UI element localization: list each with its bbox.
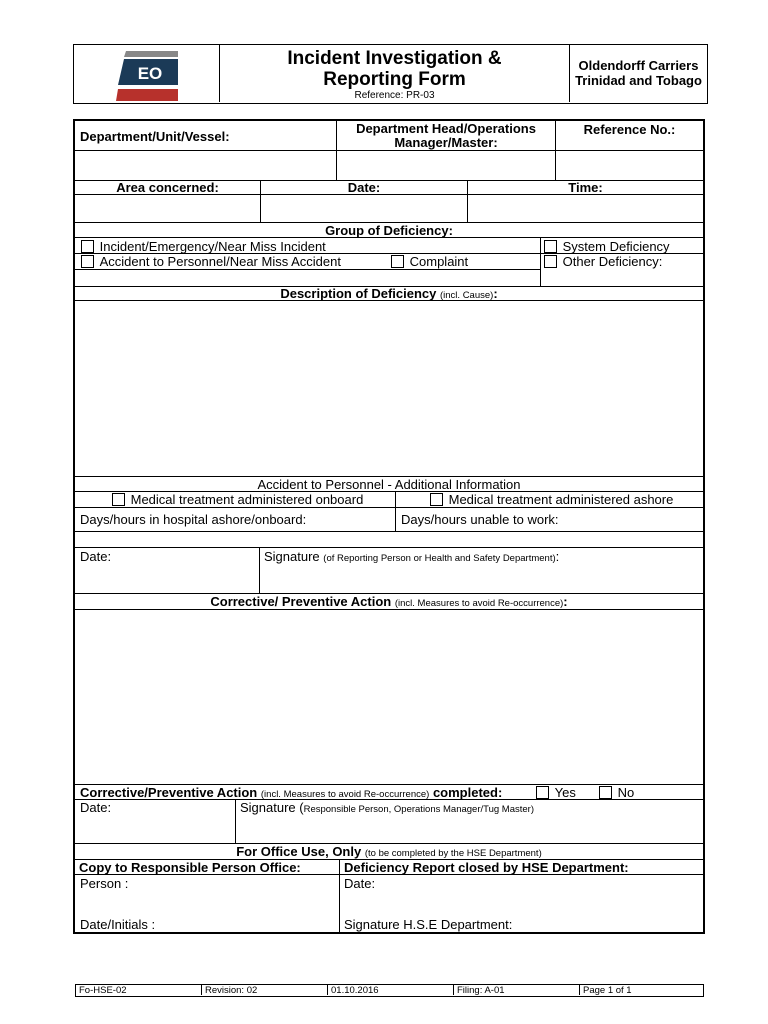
footer [75, 984, 704, 997]
footer-form: Fo-HSE-02 [79, 985, 127, 996]
report-date-label: Date: [80, 549, 112, 564]
completed-no-label: No [617, 785, 635, 800]
incident-option[interactable] [81, 239, 326, 254]
accident-checkbox[interactable] [81, 255, 94, 268]
corrective-signature-word: Signature ( [240, 800, 304, 815]
footer-form-cell [76, 985, 202, 995]
date-initials-label: Date/Initials : [80, 917, 156, 932]
accident-label: Accident to Personnel/Near Miss Accident [99, 254, 341, 269]
complaint-option[interactable] [391, 254, 468, 269]
completed-word: completed: [432, 785, 503, 800]
corrective-signature-note: Responsible Person, Operations Manager/Tug Master) [303, 804, 534, 815]
unable-to-work-cell[interactable] [396, 508, 703, 532]
completed-yes-option[interactable] [536, 785, 576, 800]
copy-title-cell [75, 859, 340, 875]
report-signature-note: (of Reporting Person or Health and Safety Department) [323, 553, 556, 564]
group-title: Group of Deficiency: [325, 223, 453, 238]
footer-date-cell [328, 985, 454, 995]
department-head-label-line1: Department Head/Operations [356, 121, 536, 136]
report-signature-word: Signature [264, 549, 320, 564]
report-signature-colon: : [555, 549, 560, 564]
ashore-checkbox[interactable] [430, 493, 443, 506]
footer-filing: Filing: A-01 [457, 985, 505, 996]
completed-no-option[interactable] [599, 785, 634, 800]
department-head-label-cell [337, 121, 556, 151]
complaint-label: Complaint [409, 254, 469, 269]
onboard-label: Medical treatment administered onboard [130, 492, 364, 507]
area-input[interactable] [75, 195, 261, 223]
system-deficiency-label: System Deficiency [562, 239, 670, 254]
description-title-cell [75, 286, 703, 301]
main-form [73, 119, 705, 934]
corrective-date-label: Date: [80, 800, 112, 815]
company-location: Trinidad and Tobago [575, 73, 702, 88]
footer-date: 01.10.2016 [331, 985, 379, 996]
system-deficiency-option[interactable] [544, 239, 670, 254]
form-title-line1: Incident Investigation & [287, 48, 502, 69]
corrective-colon: : [563, 594, 568, 609]
ashore-option[interactable] [430, 492, 673, 507]
header [73, 44, 708, 104]
other-deficiency-checkbox[interactable] [544, 255, 557, 268]
accident-info-title: Accident to Personnel - Additional Information [257, 477, 521, 492]
report-signature-label [264, 549, 559, 564]
onboard-option[interactable] [112, 492, 363, 507]
office-title-cell [75, 844, 703, 859]
description-title: Description of Deficiency [280, 286, 437, 301]
hse-signature-label: Signature H.S.E Department: [344, 917, 513, 932]
accident-option[interactable] [81, 254, 341, 269]
other-deficiency-option[interactable] [544, 254, 662, 269]
completed-no-checkbox[interactable] [599, 786, 612, 799]
corrective-title-cell [75, 594, 703, 610]
department-label-cell [75, 121, 337, 151]
report-signature-cell[interactable] [260, 548, 703, 594]
onboard-checkbox[interactable] [112, 493, 125, 506]
hospital-days-label: Days/hours in hospital ashore/onboard: [80, 512, 307, 527]
incident-checkbox[interactable] [81, 240, 94, 253]
office-title: For Office Use, Only [236, 844, 362, 859]
reference-no-label: Reference No.: [583, 122, 676, 137]
corrective-title: Corrective/ Preventive Action [210, 594, 392, 609]
area-label: Area concerned: [116, 180, 219, 195]
spacer-row [75, 532, 703, 548]
time-input[interactable] [468, 195, 703, 223]
company-name: Oldendorff Carriers [578, 58, 699, 73]
corrective-textarea[interactable] [75, 610, 703, 785]
completed-yes-checkbox[interactable] [536, 786, 549, 799]
closed-title: Deficiency Report closed by HSE Department: [344, 860, 629, 875]
unable-to-work-label: Days/hours unable to work: [401, 512, 559, 527]
closed-body-cell[interactable] [340, 875, 703, 932]
corrective-signature-cell[interactable] [236, 800, 703, 844]
time-label-cell [468, 181, 703, 195]
accident-info-title-cell [75, 477, 703, 492]
completed-row [75, 785, 703, 800]
report-date-cell[interactable] [75, 548, 260, 594]
person-label: Person : [80, 876, 129, 891]
hospital-days-cell[interactable] [75, 508, 396, 532]
other-deficiency-label: Other Deficiency: [562, 254, 663, 269]
corrective-signature-label [240, 800, 534, 815]
office-note: (to be completed by the HSE Department) [364, 848, 542, 859]
completed-title: Corrective/Preventive Action [80, 785, 258, 800]
department-head-label-line2: Manager/Master: [394, 135, 498, 150]
form-reference: Reference: PR-03 [354, 90, 435, 101]
description-textarea[interactable] [75, 301, 703, 477]
footer-revision-cell [202, 985, 328, 995]
closed-date-label: Date: [344, 876, 376, 891]
date-label-cell [261, 181, 468, 195]
reference-no-input[interactable] [556, 151, 703, 181]
form-title-line2: Reporting Form [323, 69, 466, 90]
corrective-date-cell[interactable] [75, 800, 236, 844]
description-colon: : [493, 286, 498, 301]
logo-text: EO [137, 64, 163, 83]
group-row2-divider [75, 269, 541, 270]
footer-revision: Revision: 02 [205, 985, 258, 996]
logo-cell [74, 45, 220, 102]
complaint-checkbox[interactable] [391, 255, 404, 268]
footer-page: Page 1 of 1 [583, 985, 632, 996]
footer-page-cell [580, 985, 702, 995]
department-label: Department/Unit/Vessel: [80, 129, 230, 144]
corrective-note: (incl. Measures to avoid Re-occurrence) [394, 598, 564, 609]
company-logo [116, 47, 180, 102]
footer-filing-cell [454, 985, 580, 995]
copy-title: Copy to Responsible Person Office: [79, 860, 301, 875]
description-note: (incl. Cause) [440, 290, 494, 301]
department-head-input[interactable] [337, 151, 556, 181]
group-title-cell [75, 223, 703, 238]
reference-no-label-cell [556, 121, 703, 151]
copy-body-cell[interactable] [75, 875, 340, 932]
area-label-cell [75, 181, 261, 195]
time-label: Time: [568, 180, 603, 195]
closed-title-cell [340, 859, 703, 875]
completed-yes-label: Yes [554, 785, 576, 800]
system-deficiency-checkbox[interactable] [544, 240, 557, 253]
date-label: Date: [347, 180, 381, 195]
completed-label [80, 785, 502, 800]
ashore-label: Medical treatment administered ashore [448, 492, 674, 507]
completed-note: (incl. Measures to avoid Re-occurrence) [260, 789, 430, 800]
department-input[interactable] [75, 151, 337, 181]
title-cell [220, 45, 570, 102]
incident-label: Incident/Emergency/Near Miss Incident [99, 239, 326, 254]
company-cell [570, 45, 707, 102]
date-input[interactable] [261, 195, 468, 223]
